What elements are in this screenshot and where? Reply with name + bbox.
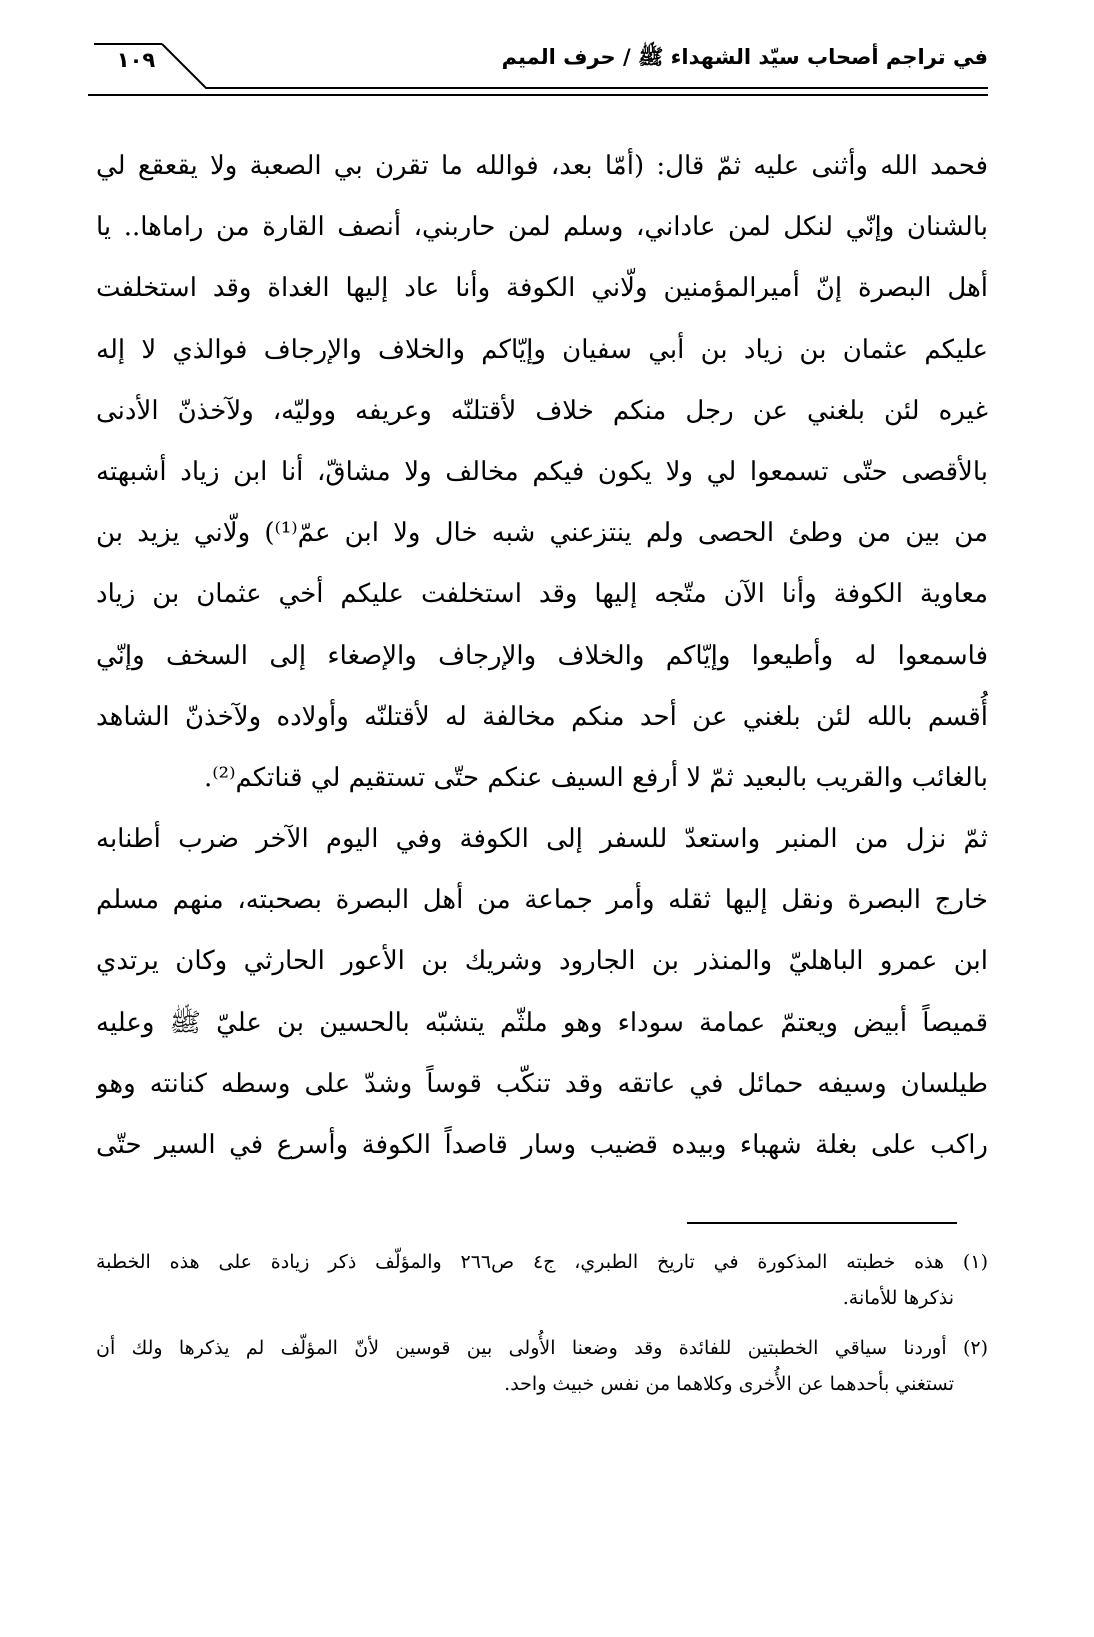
text-line: ابن عمرو الباهليّ والمنذر بن الجارود وشريك بن الأعور الحارثي وكان يرتدي — [96, 946, 988, 977]
body-text — [96, 136, 988, 1176]
footnote-2-line-2: تستغني بأحدهما عن الأُخرى وكلاهما من نفس خبيث واحد. — [504, 1373, 954, 1395]
header-title: في تراجم أصحاب سيّد الشهداء ﷺ / حرف الميم — [501, 45, 988, 69]
page-number: ١٠٩ — [116, 48, 156, 72]
text-line: فحمد الله وأثنى عليه ثمّ قال: (أمّا بعد، فوالله ما تقرن بي الصعبة ولا يقعقع لي — [96, 151, 988, 181]
text-line: فاسمعوا له وأطيعوا وإيّاكم والخلاف والإرجاف والإصغاء إلى السخف وإنّي — [96, 640, 988, 671]
text-line: خارج البصرة ونقل إليها ثقله وأمر جماعة من أهل البصرة بصحبته، منهم مسلم — [96, 885, 988, 916]
text-line: بالأقصى حتّى تسمعوا لي ولا يكون فيكم مخالف ولا مشاقّ، أنا ابن زياد أشبهته — [96, 456, 988, 487]
text-line: أهل البصرة إنّ أميرالمؤمنين ولّاني الكوفة وأنا عاد إليها الغداة وقد استخلفت — [96, 273, 988, 304]
text-line: من بين من وطئ الحصى ولم ينتزعني شبه خال ولا ابن عمّ⁽¹⁾) ولّاني يزيد بن — [96, 518, 988, 549]
text-line: معاوية الكوفة وأنا الآن متّجه إليها وقد استخلفت عليكم أخي عثمان بن زياد — [96, 579, 988, 610]
text-line: غيره لئن بلغني عن رجل منكم خلاف لأقتلنّه وعريفه ووليّه، ولآخذنّ الأدنى — [96, 395, 988, 426]
footnote-2-line-1: (٢) أوردنا سياقي الخطبتين للفائدة وقد وضعنا الأُولى بين قوسين لأنّ المؤلّف لم يذكرها ولك أن — [96, 1337, 988, 1359]
text-line: عليكم عثمان بن زياد بن أبي سفيان وإيّاكم والخلاف والإرجاف فوالذي لا إله — [96, 334, 988, 365]
text-line: بالشنان وإنّي لنكل لمن عاداني، وسلم لمن حاربني، أنصف القارة من راماها.. يا — [96, 212, 988, 243]
text-line: طيلسان وسيفه حمائل في عاتقه وقد تنكّب قوساً وشدّ على وسطه كنانته وهو — [96, 1068, 988, 1099]
running-header — [88, 40, 988, 100]
footnote-separator — [687, 1222, 957, 1224]
text-line: بالغائب والقريب بالبعيد ثمّ لا أرفع السيف عنكم حتّى تستقيم لي قناتكم⁽²⁾. — [203, 762, 988, 793]
text-line: أُقسم بالله لئن بلغني عن أحد منكم مخالفة له لأقتلنّه وأولاده ولآخذنّ الشاهد — [96, 701, 988, 732]
text-line: قميصاً أبيض ويعتمّ عمامة سوداء وهو ملثّم يتشبّه بالحسين بن عليّ ﷺ وعليه — [96, 1007, 988, 1038]
footnote-1-line-2: نذكرها للأمانة. — [842, 1287, 954, 1309]
text-line: راكب على بغلة شهباء وبيده قضيب وسار قاصداً الكوفة وأسرع في السير حتّى — [96, 1130, 988, 1160]
footnotes — [96, 1244, 988, 1402]
footnote-1-line-1: (١) هذه خطبته المذكورة في تاريخ الطبري، ج٤ ص٢٦٦ والمؤلّف ذكر زيادة على هذه الخطبة — [96, 1251, 988, 1273]
text-line: ثمّ نزل من المنبر واستعدّ للسفر إلى الكوفة وفي اليوم الآخر ضرب أطنابه — [96, 824, 988, 855]
